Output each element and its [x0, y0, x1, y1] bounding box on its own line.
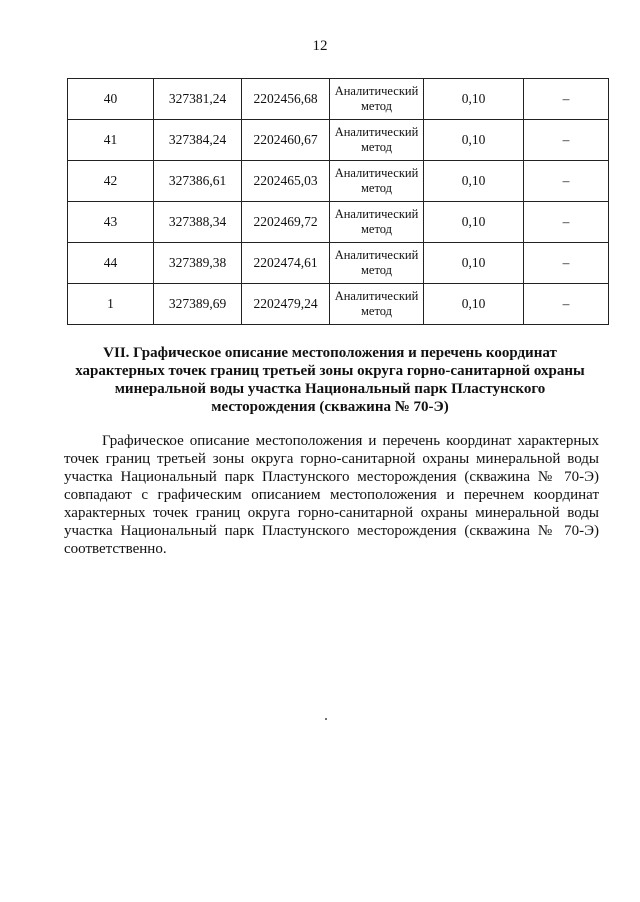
y-coordinate-cell: 2202456,68: [242, 79, 330, 120]
paragraph-line: характерных точек границ округа горно-санитарной охраны минеральной воды: [64, 505, 599, 521]
accuracy-cell: 0,10: [424, 284, 524, 325]
page-number: 12: [312, 38, 328, 54]
paragraph-line: участка Национальный парк Пластунского месторождения (скважина № 70-Э): [64, 523, 599, 539]
table-row: [68, 243, 609, 284]
point-number-cell: 43: [68, 202, 154, 243]
table-row: [68, 202, 609, 243]
y-coordinate-cell: 2202474,61: [242, 243, 330, 284]
section-heading: [60, 344, 600, 416]
point-number-cell: 1: [68, 284, 154, 325]
heading-line: месторождения (скважина № 70-Э): [211, 399, 449, 415]
accuracy-cell: 0,10: [424, 79, 524, 120]
heading-line: VII. Графическое описание местоположения и перечень координат: [103, 345, 557, 361]
section-paragraph: [64, 432, 599, 558]
paragraph-line: совпадают с графическим описанием местоположения и перечнем координат: [64, 487, 599, 503]
x-coordinate-cell: 327389,69: [154, 284, 242, 325]
method-line-1: Аналитический: [334, 248, 419, 262]
method-cell: [330, 243, 424, 284]
y-coordinate-cell: 2202460,67: [242, 120, 330, 161]
heading-line: минеральной воды участка Национальный парк Пластунского: [114, 381, 546, 397]
method-line-2: метод: [360, 99, 392, 113]
accuracy-cell: 0,10: [424, 202, 524, 243]
note-cell: –: [524, 79, 609, 120]
table-row: [68, 284, 609, 325]
table-row: [68, 161, 609, 202]
point-number-cell: 40: [68, 79, 154, 120]
x-coordinate-cell: 327384,24: [154, 120, 242, 161]
method-line-2: метод: [360, 222, 392, 236]
paragraph-line: участка Национальный парк Пластунского месторождения (скважина № 70-Э): [64, 469, 599, 485]
note-cell: –: [524, 284, 609, 325]
method-line-2: метод: [360, 304, 392, 318]
method-cell: [330, 284, 424, 325]
table-row: [68, 120, 609, 161]
method-cell: [330, 120, 424, 161]
method-cell: [330, 79, 424, 120]
table-row: [68, 79, 609, 120]
x-coordinate-cell: 327381,24: [154, 79, 242, 120]
method-line-2: метод: [360, 181, 392, 195]
note-cell: –: [524, 202, 609, 243]
point-number-cell: 41: [68, 120, 154, 161]
note-cell: –: [524, 120, 609, 161]
accuracy-cell: 0,10: [424, 243, 524, 284]
y-coordinate-cell: 2202465,03: [242, 161, 330, 202]
paragraph-line: Графическое описание местоположения и перечень координат характерных: [102, 433, 599, 449]
scan-dot: [325, 718, 327, 720]
method-line-2: метод: [360, 263, 392, 277]
heading-line: характерных точек границ третьей зоны округа горно-санитарной охраны: [75, 363, 585, 379]
accuracy-cell: 0,10: [424, 161, 524, 202]
coordinates-table: [67, 78, 609, 325]
paragraph-line: точек границ третьей зоны округа горно-санитарной охраны минеральной воды: [64, 451, 599, 467]
method-cell: [330, 202, 424, 243]
method-line-1: Аналитический: [334, 166, 419, 180]
method-line-1: Аналитический: [334, 289, 419, 303]
method-line-1: Аналитический: [334, 125, 419, 139]
note-cell: –: [524, 243, 609, 284]
method-cell: [330, 161, 424, 202]
method-line-2: метод: [360, 140, 392, 154]
y-coordinate-cell: 2202479,24: [242, 284, 330, 325]
note-cell: –: [524, 161, 609, 202]
point-number-cell: 42: [68, 161, 154, 202]
x-coordinate-cell: 327388,34: [154, 202, 242, 243]
method-line-1: Аналитический: [334, 207, 419, 221]
x-coordinate-cell: 327389,38: [154, 243, 242, 284]
point-number-cell: 44: [68, 243, 154, 284]
method-line-1: Аналитический: [334, 84, 419, 98]
paragraph-line: соответственно.: [64, 541, 167, 557]
y-coordinate-cell: 2202469,72: [242, 202, 330, 243]
x-coordinate-cell: 327386,61: [154, 161, 242, 202]
accuracy-cell: 0,10: [424, 120, 524, 161]
